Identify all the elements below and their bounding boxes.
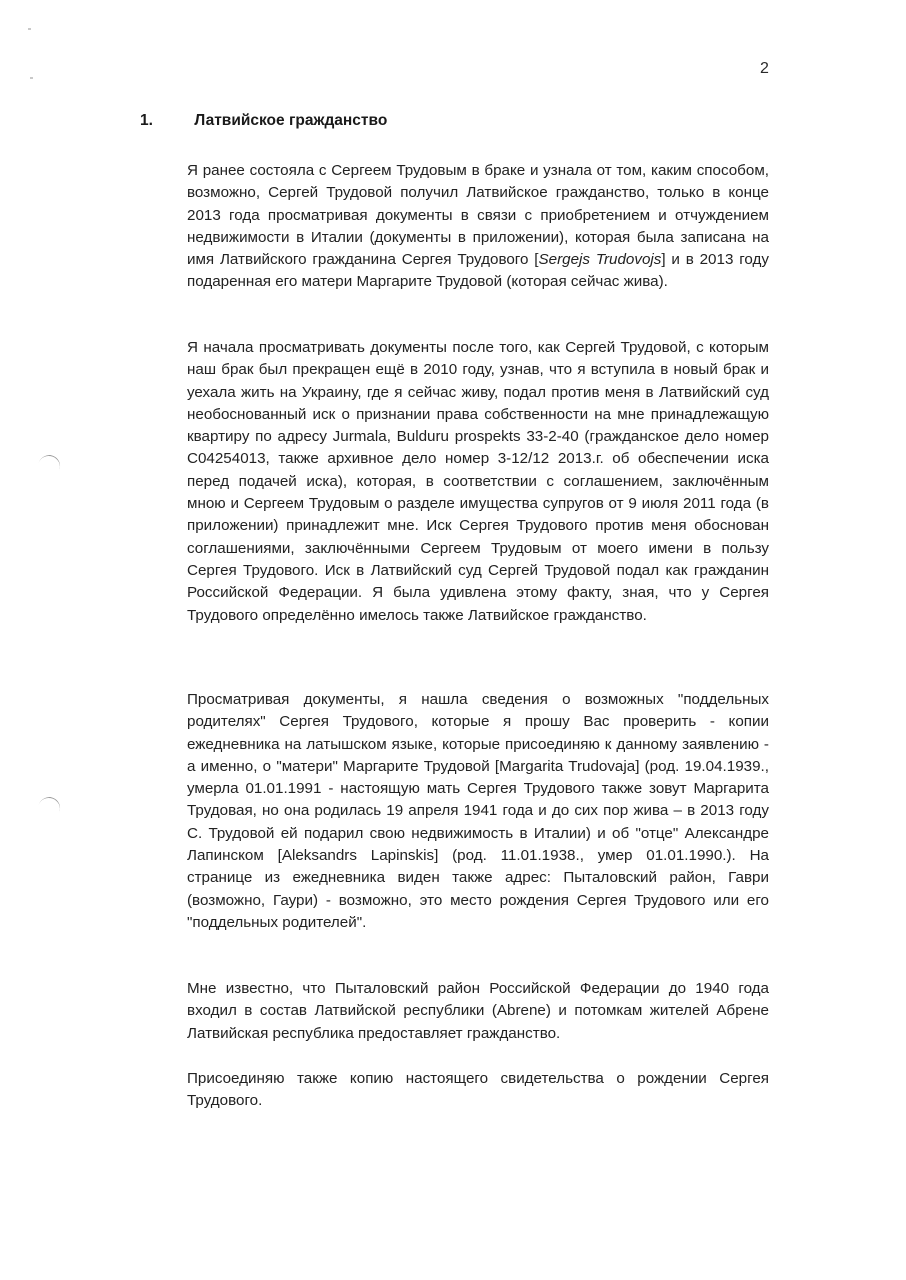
latvian-name-italic: Sergejs Trudovojs — [538, 251, 662, 269]
paragraph-lawsuit: Я начала просматривать документы после того, как Сергей Трудовой, с которым наш брак был прекращен ещё в 2010 году, узнав, что я вступила в новый брак и уехала жить на Украину, где я сейчас живу, подал против меня в Латвийский суд необоснованный иск о признании права собственности на мне принадлежащую квартиру по адресу Jurmala, Bulduru prospekts 33-2-40 (гражданское дело номер C04254013, также архивное дело номер 3-12/12 2013.г. об обеспечении иска перед подачей иска), которая, в соответствии с соглашением, заключённым мною и Сергеем Трудовым о разделе имущества супругов от 9 июля 2011 года (в приложении) принадлежит мне. Иск Сергея Трудового против меня обоснован соглашениями, заключёнными Сергеем Трудовым от моего имени в пользу Сергея Трудового. Иск в Латвийский суд Сергей Трудовой подал как гражданин Российской Федерации. Я была удивлена этому факту, зная, что у Сергея Трудового определённо имелось также Латвийское гражданство. — [187, 339, 769, 624]
section-number: 1. — [140, 112, 153, 129]
punch-hole-mark — [35, 794, 64, 823]
paragraph-pytalovo-district: Мне известно, что Пыталовский район Российской Федерации до 1940 года входил в состав Латвийской республики (Abrene) и потомкам жителей Абрене Латвийская республика предоставляет гражданство. — [187, 980, 769, 1042]
paragraph-birth-certificate: Присоединяю также копию настоящего свидетельства о рождении Сергея Трудового. — [187, 1070, 769, 1110]
scan-speck — [28, 28, 31, 30]
paragraph-citizenship-discovery — [187, 160, 769, 294]
paragraph-text: Я ранее состояла с Сергеем Трудовым в браке и узнала от том, каким способом, возможно, Сергей Трудовой получил Латвийское гражданство, только в конце 2013 года просматривая документы в связи с приобретением и отчуждением недвижимости в Италии (документы в приложении), которая была записана на имя Латвийского гражданина Сергея Трудового [ — [187, 162, 769, 269]
paragraph-fake-parents: Просматривая документы, я нашла сведения о возможных "поддельных родителях" Сергея Трудового, которые я прошу Вас проверить - копии ежедневника на латышском языке, которые присоединяю к данному заявлению - а именно, о "матери" Маргарите Трудовой [Margarita Trudovaja] (род. 19.04.1939., умерла 01.01.1991 - настоящую мать Сергея Трудового также зовут Маргарита Трудовая, но она родилась 19 апреля 1941 года и до сих пор жива – в 2013 году С. Трудовой ей подарил свою недвижимость в Италии) и об "отце" Александре Лапинском [Aleksandrs Lapinskis] (род. 11.01.1938., умер 01.01.1990.). На странице из ежедневника виден также адрес: Пыталовский район, Гаври (возможно, Гаури) - возможно, это место рождения Сергея Трудового или его "поддельных родителей". — [187, 691, 769, 931]
punch-hole-mark — [35, 452, 64, 481]
page-number: 2 — [760, 60, 769, 77]
scan-speck — [30, 77, 33, 79]
section-heading — [140, 112, 780, 130]
section-title: Латвийское гражданство — [194, 112, 388, 129]
paragraph-text: ] и в 2013 году подаренная его матери Маргарите Трудовой (которая сейчас жива). — [187, 251, 769, 291]
